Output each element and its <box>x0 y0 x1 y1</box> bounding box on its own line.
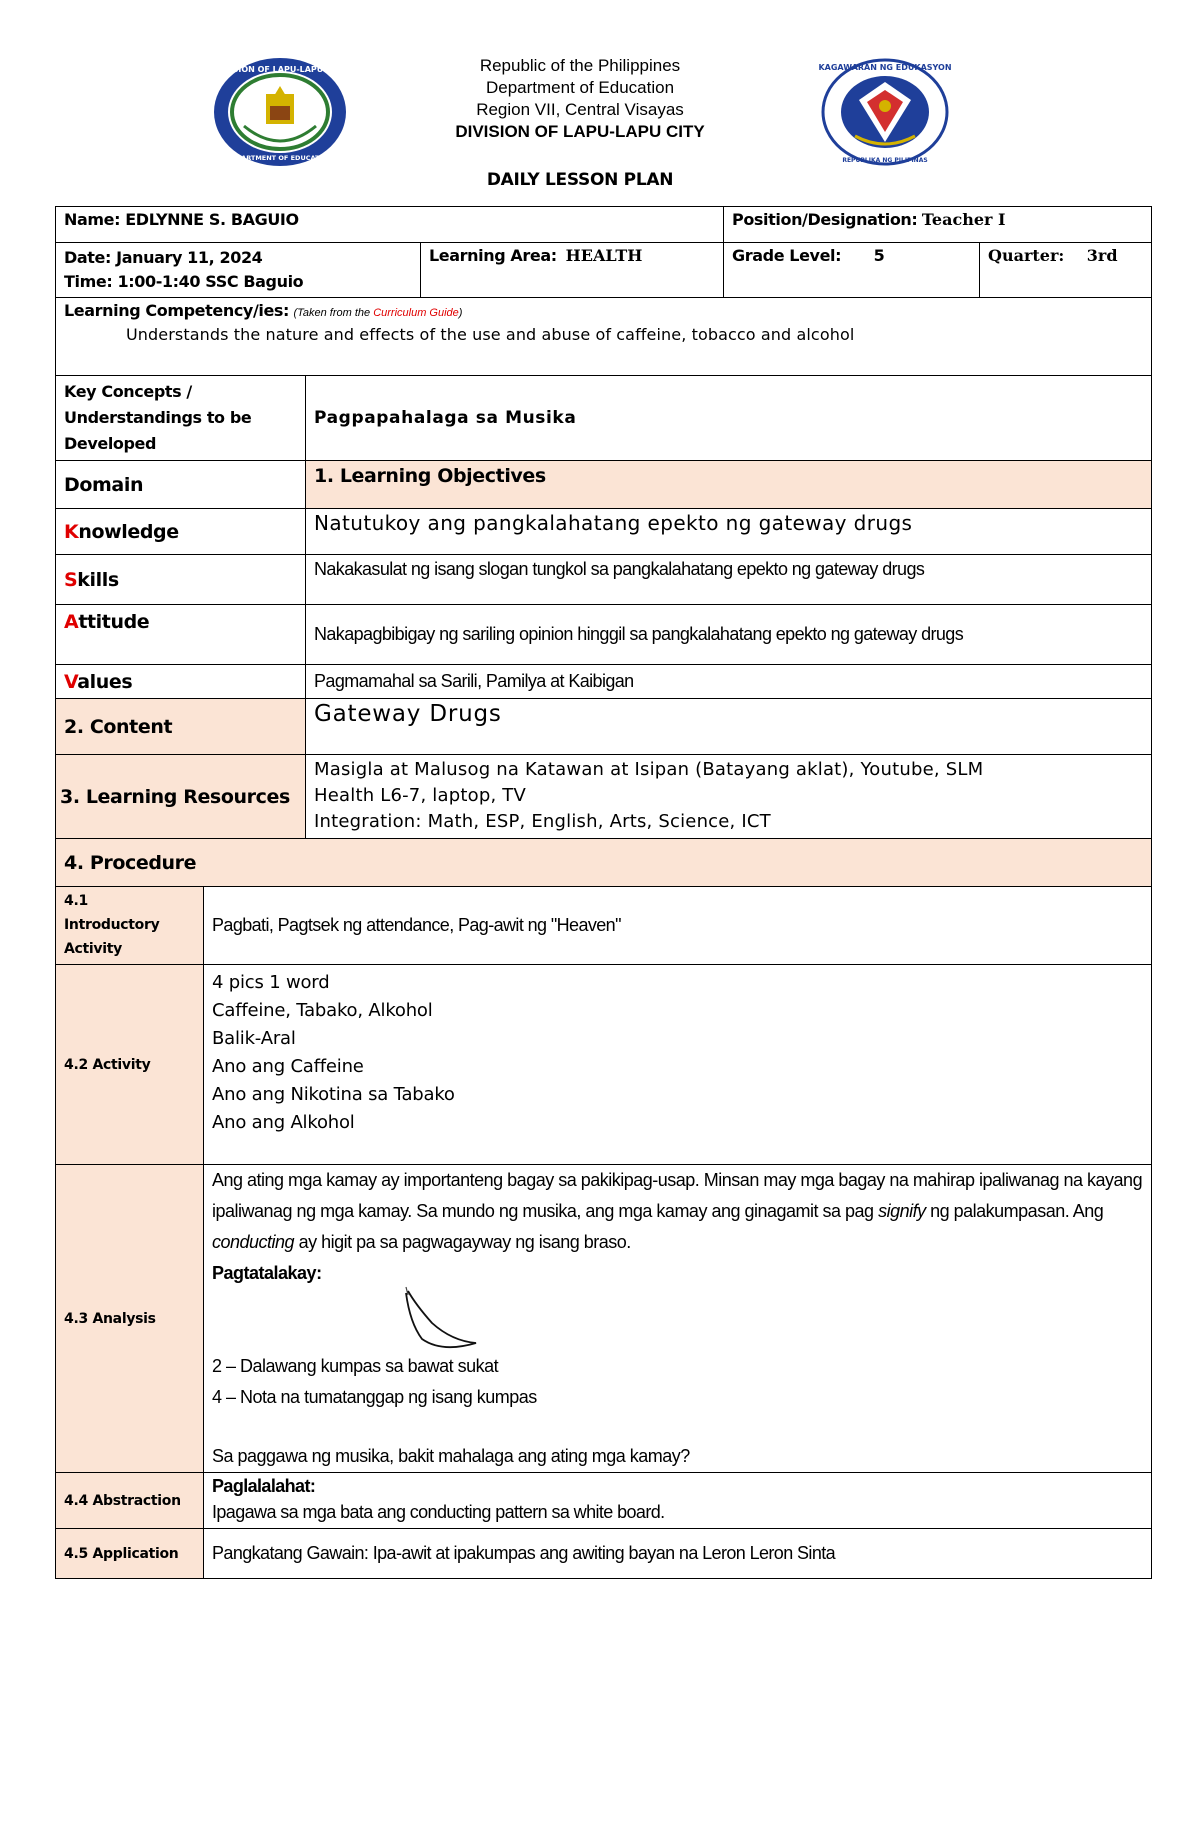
knowledge-initial: K <box>64 520 79 543</box>
resources-line1: Masigla at Malusog na Katawan at Isipan (Batayang aklat), Youtube, SLM <box>314 759 984 780</box>
competency-note-suffix: ) <box>458 307 463 319</box>
document-header <box>0 52 1200 172</box>
competency-note-prefix: (Taken from the <box>293 307 374 319</box>
key-concepts-label-line3: Developed <box>64 434 157 453</box>
svg-text:REPUBLIKA NG PILIPINAS: REPUBLIKA NG PILIPINAS <box>842 157 928 164</box>
values-objective: Pagmamahal sa Sarili, Pamilya at Kaibigan <box>306 665 1152 699</box>
learning-area-value: HEALTH <box>565 246 643 265</box>
resources-line3: Integration: Math, ESP, English, Arts, Science, ICT <box>314 811 771 832</box>
lesson-date: Date: January 11, 2024 <box>64 248 263 267</box>
analysis-row <box>56 1165 1152 1473</box>
date-time-cell <box>56 243 421 298</box>
activity-label: 4.2 Activity <box>56 965 204 1165</box>
activity-item: Ano ang Caffeine <box>212 1056 364 1077</box>
analysis-paragraph-mid: ng palakumpasan. Ang <box>925 1201 1104 1221</box>
position-value: Teacher I <box>921 210 1006 229</box>
knowledge-label <box>56 509 306 555</box>
svg-text:DIVISION OF LAPU-LAPU CITY: DIVISION OF LAPU-LAPU CITY <box>213 65 347 74</box>
skills-label <box>56 555 306 605</box>
key-concepts-label-line2: Understandings to be <box>64 408 252 427</box>
teacher-name: Name: EDLYNNE S. BAGUIO <box>56 207 724 243</box>
lesson-plan-table <box>55 206 1152 1579</box>
conducting-pattern-sketch <box>392 1283 512 1355</box>
resources-label: 3. Learning Resources <box>56 755 306 839</box>
activity-row <box>56 965 1152 1165</box>
analysis-line-two: 2 – Dalawang kumpas sa bawat sukat <box>212 1356 499 1376</box>
analysis-paragraph <box>212 1165 1143 1258</box>
analysis-italic-conducting: conducting <box>212 1232 295 1252</box>
competency-text: Understands the nature and effects of the use and abuse of caffeine, tobacco and alcohol <box>126 325 855 344</box>
abstraction-heading: Paglalalahat: <box>212 1476 316 1496</box>
procedure-heading: 4. Procedure <box>56 839 1152 887</box>
analysis-question: Sa paggawa ng musika, bakit mahalaga ang ating mga kamay? <box>212 1446 690 1466</box>
abstraction-cell <box>204 1473 1152 1529</box>
deped-seal-logo <box>815 56 955 168</box>
skills-objective: Nakakasulat ng isang slogan tungkol sa pangkalahatang epekto ng gateway drugs <box>306 555 1152 605</box>
quarter-label: Quarter: <box>988 246 1065 265</box>
resources-cell <box>306 755 1152 839</box>
position-label: Position/Designation: <box>732 210 918 229</box>
intro-label-line1: 4.1 <box>64 893 88 909</box>
competency-label: Learning Competency/ies: <box>64 301 290 320</box>
activity-cell <box>204 965 1152 1165</box>
skills-label-rest: kills <box>77 568 119 591</box>
key-concepts-value: Pagpapahalaga sa Musika <box>306 376 1152 461</box>
header-line-division: DIVISION OF LAPU-LAPU CITY <box>455 122 705 141</box>
attitude-label <box>56 605 306 665</box>
analysis-label: 4.3 Analysis <box>56 1165 204 1473</box>
intro-activity-label <box>56 887 204 965</box>
intro-label-line2: Introductory <box>64 917 160 933</box>
activity-item: Ano ang Alkohol <box>212 1112 355 1133</box>
intro-activity-row <box>56 887 1152 965</box>
date-row <box>56 243 1152 298</box>
abstraction-text: Ipagawa sa mga bata ang conducting pattern sa white board. <box>212 1502 665 1522</box>
procedure-heading-row <box>56 839 1152 887</box>
resources-row <box>56 755 1152 839</box>
key-concepts-row <box>56 376 1152 461</box>
abstraction-row <box>56 1473 1152 1529</box>
grade-level-label: Grade Level: <box>732 246 842 265</box>
application-row <box>56 1529 1152 1579</box>
objective-row-values <box>56 665 1152 699</box>
analysis-paragraph-start: Ang ating mga kamay ay importanteng bagay sa pakikipag-usap. Minsan may mga bagay na mahirap ipaliwanag na kayang ipaliwanag ng mga kamay. Sa mundo ng musika, ang mga kamay ang ginagamit sa pag <box>212 1170 1143 1221</box>
domain-row <box>56 461 1152 509</box>
key-concepts-label <box>56 376 306 461</box>
key-concepts-label-line1: Key Concepts / <box>64 382 192 401</box>
analysis-italic-signify: signify <box>878 1201 926 1221</box>
knowledge-objective: Natutukoy ang pangkalahatang epekto ng gateway drugs <box>306 509 1152 555</box>
header-line-deped: Department of Education <box>485 78 675 97</box>
quarter-value: 3rd <box>1086 246 1118 265</box>
content-value: Gateway Drugs <box>306 699 1152 755</box>
header-line-republic: Republic of the Philippines <box>479 56 681 75</box>
header-line-region: Region VII, Central Visayas <box>476 100 684 119</box>
analysis-cell <box>204 1165 1152 1473</box>
knowledge-label-rest: nowledge <box>78 520 179 543</box>
activity-item: Ano ang Nikotina sa Tabako <box>212 1084 455 1105</box>
values-label <box>56 665 306 699</box>
learning-area-label: Learning Area: <box>429 246 557 265</box>
application-label: 4.5 Application <box>56 1529 204 1579</box>
values-label-rest: alues <box>77 670 133 693</box>
analysis-heading: Pagtatalakay: <box>212 1263 322 1283</box>
intro-label-line3: Activity <box>64 941 122 957</box>
attitude-initial: A <box>64 611 79 633</box>
competency-row <box>56 298 1152 376</box>
content-row <box>56 699 1152 755</box>
activity-item: Caffeine, Tabako, Alkohol <box>212 1000 433 1021</box>
activity-item: Balik-Aral <box>212 1028 296 1049</box>
abstraction-label: 4.4 Abstraction <box>56 1473 204 1529</box>
svg-text:KAGAWARAN NG EDUKASYON: KAGAWARAN NG EDUKASYON <box>818 63 952 72</box>
position-cell <box>724 207 1152 243</box>
division-seal-logo <box>210 56 350 168</box>
values-initial: V <box>64 670 78 693</box>
lesson-time: Time: 1:00-1:40 SSC Baguio <box>64 272 304 291</box>
objective-row-knowledge <box>56 509 1152 555</box>
page-title: DAILY LESSON PLAN <box>486 170 674 190</box>
objective-row-attitude <box>56 605 1152 665</box>
header-text <box>330 55 830 143</box>
name-row <box>56 207 1152 243</box>
learning-objectives-heading: 1. Learning Objectives <box>306 461 1152 509</box>
attitude-objective: Nakapagbibigay ng sariling opinion hinggil sa pangkalahatang epekto ng gateway drugs <box>306 605 1152 665</box>
competency-cell <box>56 298 1152 376</box>
learning-area-cell <box>421 243 724 298</box>
grade-level-value: 5 <box>873 246 885 265</box>
analysis-line-four: 4 – Nota na tumatanggap ng isang kumpas <box>212 1387 537 1407</box>
skills-initial: S <box>64 568 78 591</box>
curriculum-guide-link: Curriculum Guide <box>373 307 459 319</box>
svg-text:DEPARTMENT OF EDUCATION: DEPARTMENT OF EDUCATION <box>227 154 333 162</box>
application-text: Pangkatang Gawain: Ipa-awit at ipakumpas ang awiting bayan na Leron Leron Sinta <box>204 1529 1152 1579</box>
content-label: 2. Content <box>56 699 306 755</box>
activity-item: 4 pics 1 word <box>212 972 330 993</box>
analysis-paragraph-end: ay higit pa sa pagwagayway ng isang braso. <box>294 1232 631 1252</box>
attitude-label-rest: ttitude <box>78 611 150 633</box>
intro-activity-text: Pagbati, Pagtsek ng attendance, Pag-awit ng "Heaven" <box>204 887 1152 965</box>
resources-line2: Health L6-7, laptop, TV <box>314 785 527 806</box>
domain-label: Domain <box>56 461 306 509</box>
quarter-cell <box>980 243 1152 298</box>
grade-level-cell <box>724 243 980 298</box>
objective-row-skills <box>56 555 1152 605</box>
